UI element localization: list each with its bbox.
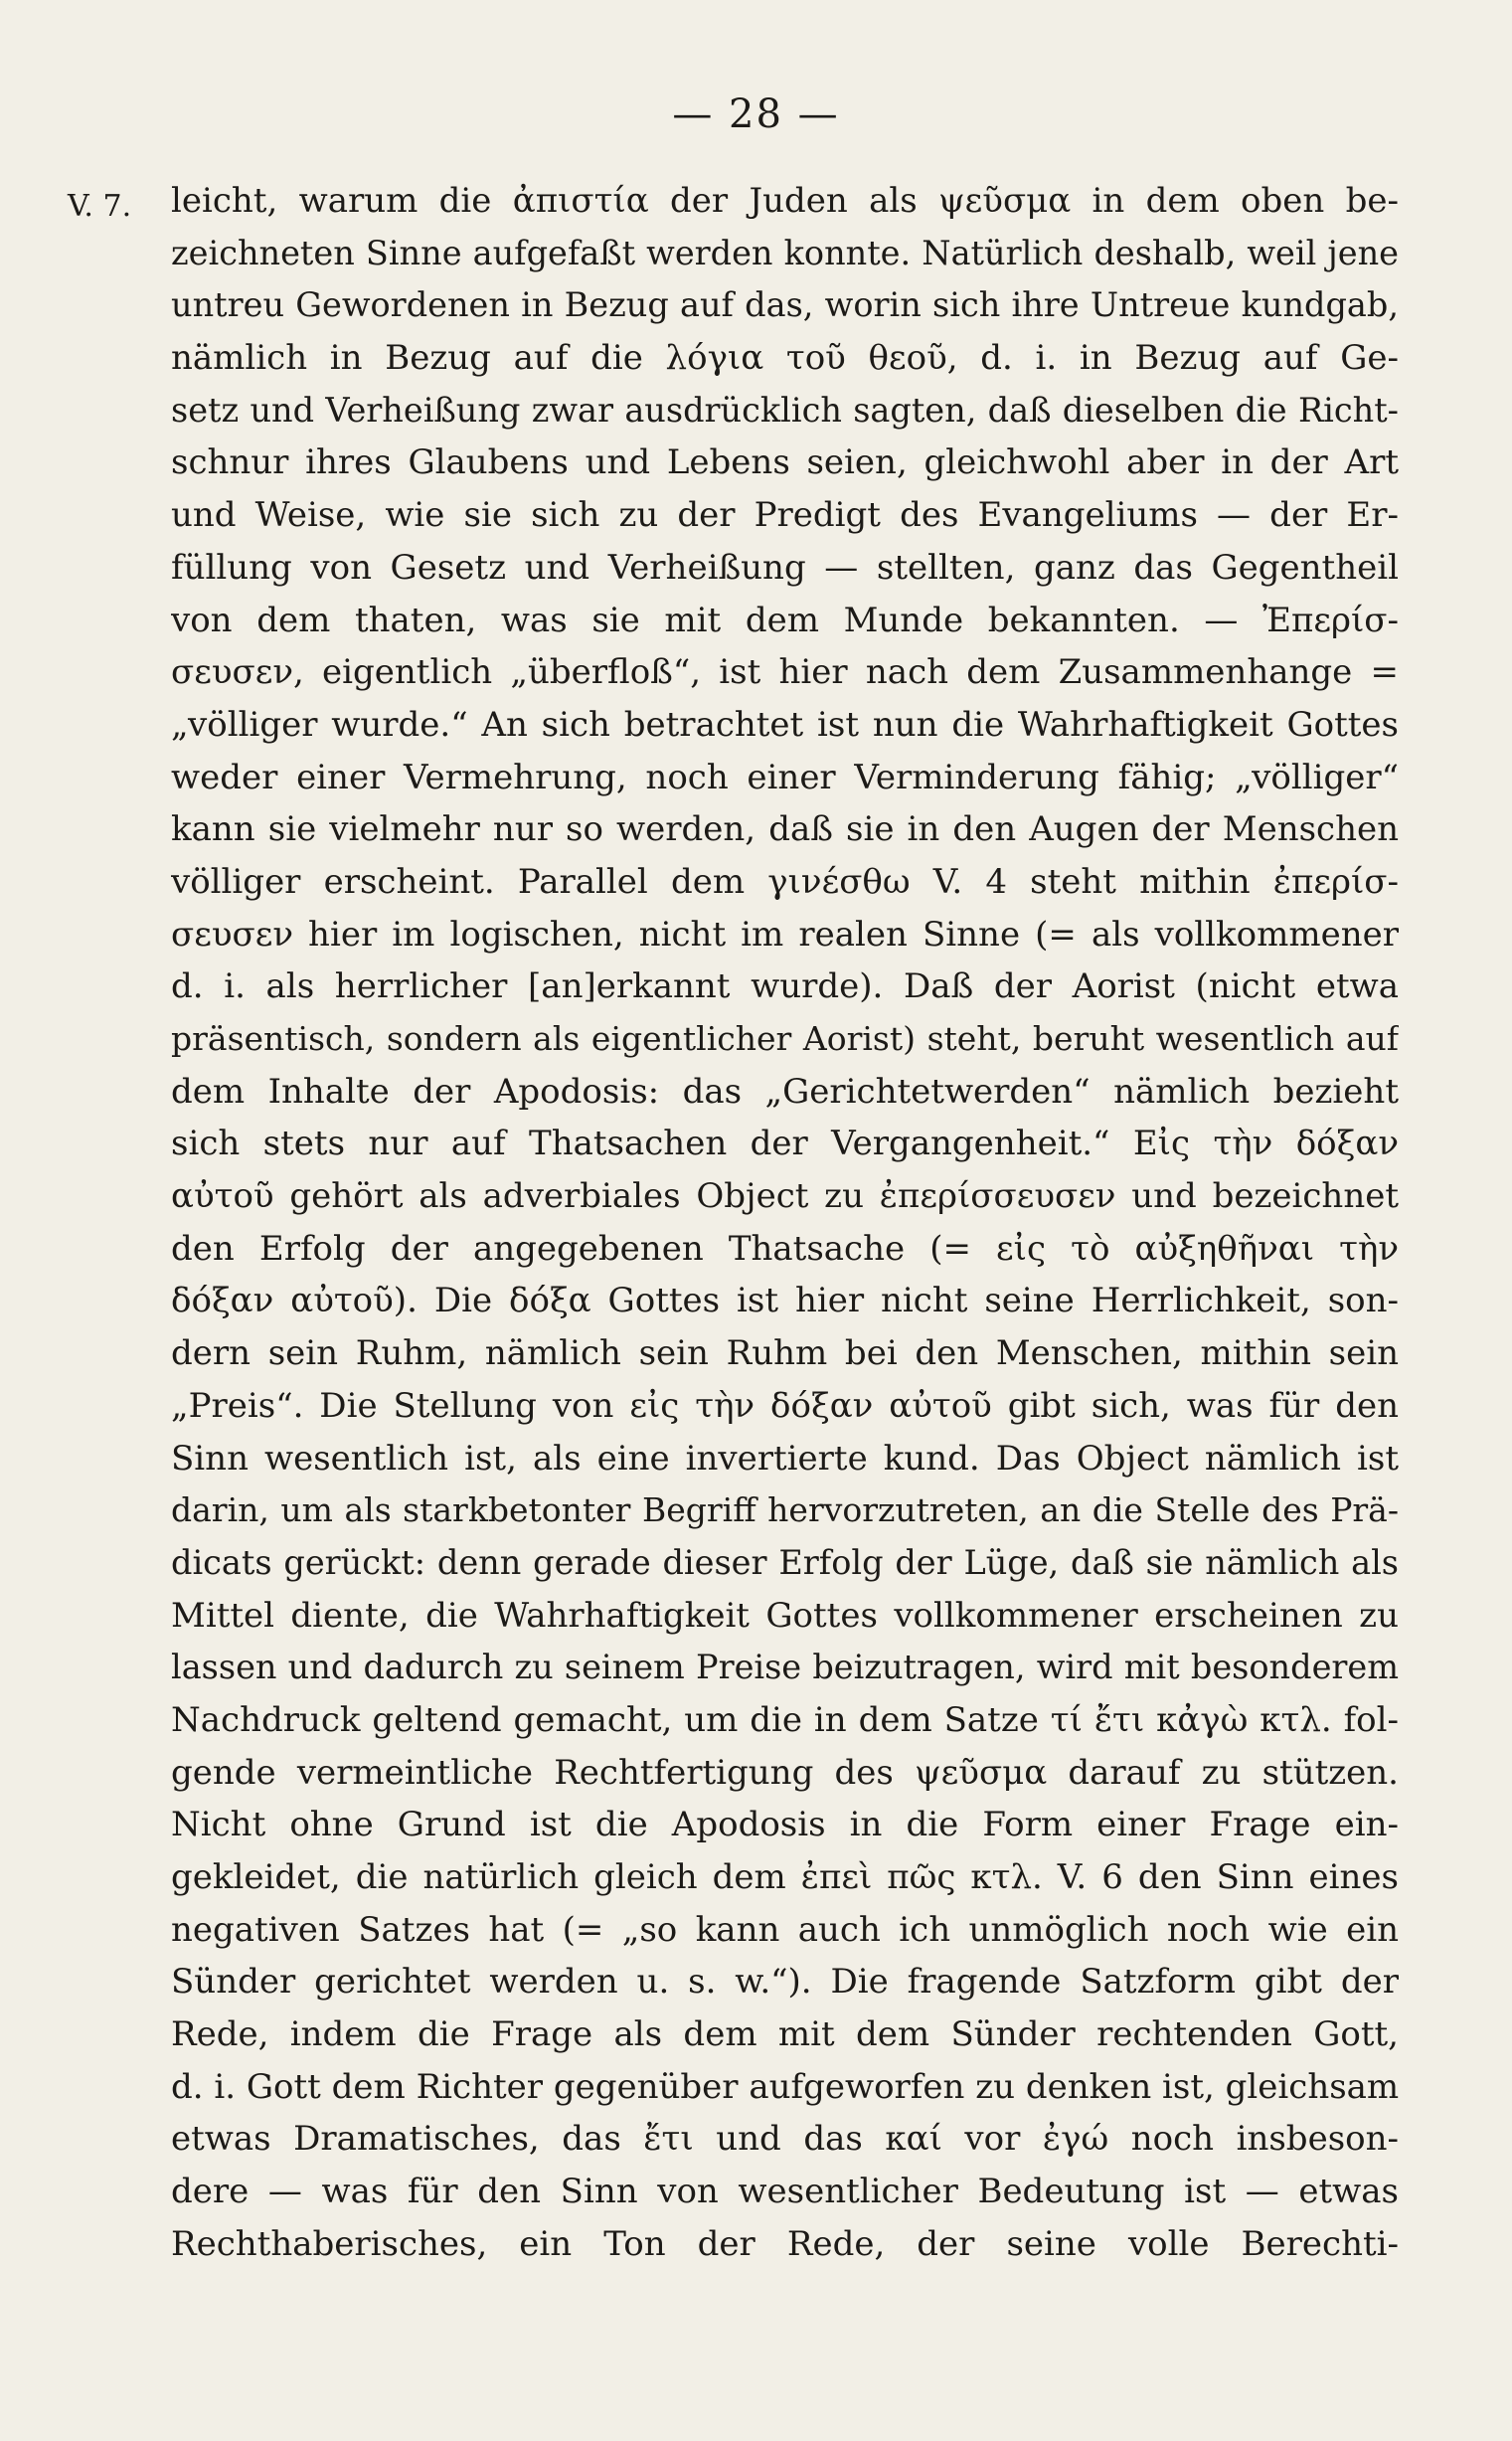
text-line: d. i. Gott dem Richter gegenüber aufgeworfen zu denken ist, gleichsam bbox=[171, 2066, 1399, 2107]
text-line: setz und Verheißung zwar ausdrücklich sagten, daß dieselben die Richt- bbox=[171, 390, 1399, 430]
text-line: kann sie vielmehr nur so werden, daß sie in den Augen der Menschen bbox=[171, 809, 1399, 850]
text-line: dern sein Ruhm, nämlich sein Ruhm bei den Menschen, mithin sein bbox=[171, 1333, 1399, 1374]
page-number: — 28 — bbox=[672, 91, 840, 137]
text-line: Sünder gerichtet werden u. s. w.“). Die fragende Satzform gibt der bbox=[171, 1962, 1399, 2003]
text-line: den Erfolg der angegebenen Thatsache (= εἰς τὸ αὐξηθῆναι τὴν bbox=[171, 1228, 1399, 1269]
text-line: darin, um als starkbetonter Begriff hervorzutreten, an die Stelle des Prä- bbox=[171, 1490, 1399, 1530]
text-line: Sinn wesentlich ist, als eine invertierte kund. Das Object nämlich ist bbox=[171, 1438, 1399, 1479]
text-line: von dem thaten, was sie mit dem Munde bekannten. — Ἐπερίσ- bbox=[171, 600, 1399, 640]
text-line: lassen und dadurch zu seinem Preise beizutragen, wird mit besonderem bbox=[171, 1648, 1399, 1687]
text-line: Rede, indem die Frage als dem mit dem Sünder rechtenden Gott, bbox=[171, 2014, 1399, 2055]
text-line: präsentisch, sondern als eigentlicher Aorist) steht, beruht wesentlich auf bbox=[171, 1019, 1399, 1058]
text-line: αὐτοῦ gehört als adverbiales Object zu ἐπερίσσευσεν und bezeichnet bbox=[171, 1176, 1399, 1217]
text-line: sich stets nur auf Thatsachen der Vergangenheit.“ Εἰς τὴν δόξαν bbox=[171, 1124, 1399, 1164]
text-line: Nachdruck geltend gemacht, um die in dem Satze τί ἔτι κἀγὼ κτλ. fol- bbox=[171, 1699, 1399, 1740]
text-line: „Preis“. Die Stellung von εἰς τὴν δόξαν αὐτοῦ gibt sich, was für den bbox=[171, 1385, 1399, 1426]
text-line: etwas Dramatisches, das ἔτι und das καί vor ἐγώ noch insbeson- bbox=[171, 2119, 1399, 2160]
text-line: untreu Gewordenen in Bezug auf das, worin sich ihre Untreue kundgab, bbox=[171, 285, 1399, 325]
text-line: σευσεν, eigentlich „überfloß“, ist hier nach dem Zusammenhange = bbox=[171, 652, 1399, 693]
text-line: dem Inhalte der Apodosis: das „Gerichtetwerden“ nämlich bezieht bbox=[171, 1071, 1399, 1112]
text-line: dicats gerückt: denn gerade dieser Erfolg der Lüge, daß sie nämlich als bbox=[171, 1542, 1399, 1582]
text-line: Rechthaberisches, ein Ton der Rede, der seine volle Berechti- bbox=[171, 2223, 1399, 2264]
verse-margin-note: V. 7. bbox=[68, 189, 132, 224]
text-line: und Weise, wie sie sich zu der Predigt des Evangeliums — der Er- bbox=[171, 495, 1399, 536]
text-line: Mittel diente, die Wahrhaftigkeit Gottes vollkommener erscheinen zu bbox=[171, 1595, 1399, 1636]
text-line: schnur ihres Glaubens und Lebens seien, gleichwohl aber in der Art bbox=[171, 442, 1399, 483]
text-line: „völliger wurde.“ An sich betrachtet ist nun die Wahrhaftigkeit Gottes bbox=[171, 704, 1399, 745]
body-text bbox=[171, 175, 1399, 2271]
text-line: füllung von Gesetz und Verheißung — stellten, ganz das Gegentheil bbox=[171, 547, 1399, 588]
text-line: gekleidet, die natürlich gleich dem ἐπεὶ πῶς κτλ. V. 6 den Sinn eines bbox=[171, 1857, 1399, 1897]
text-line: Nicht ohne Grund ist die Apodosis in die Form einer Frage ein- bbox=[171, 1805, 1399, 1845]
text-line: negativen Satzes hat (= „so kann auch ich unmöglich noch wie ein bbox=[171, 1909, 1399, 1950]
text-line: leicht, warum die ἀπιστία der Juden als ψεῦσμα in dem oben be- bbox=[171, 181, 1399, 221]
text-line: δόξαν αὐτοῦ). Die δόξα Gottes ist hier nicht seine Herrlichkeit, son- bbox=[171, 1281, 1399, 1321]
text-line: dere — was für den Sinn von wesentlicher Bedeutung ist — etwas bbox=[171, 2172, 1399, 2212]
text-line: zeichneten Sinne aufgefaßt werden konnte. Natürlich deshalb, weil jene bbox=[171, 233, 1399, 272]
text-line: d. i. als herrlicher [an]erkannt wurde). Daß der Aorist (nicht etwa bbox=[171, 966, 1399, 1007]
text-line: gende vermeintliche Rechtfertigung des ψεῦσμα darauf zu stützen. bbox=[171, 1752, 1399, 1793]
text-line: völliger erscheint. Parallel dem γινέσθω V. 4 steht mithin ἐπερίσ- bbox=[171, 861, 1399, 902]
text-line: nämlich in Bezug auf die λόγια τοῦ θεοῦ, d. i. in Bezug auf Ge- bbox=[171, 338, 1399, 379]
text-line: weder einer Vermehrung, noch einer Verminderung fähig; „völliger“ bbox=[171, 757, 1399, 797]
text-line: σευσεν hier im logischen, nicht im realen Sinne (= als vollkommener bbox=[171, 914, 1399, 955]
